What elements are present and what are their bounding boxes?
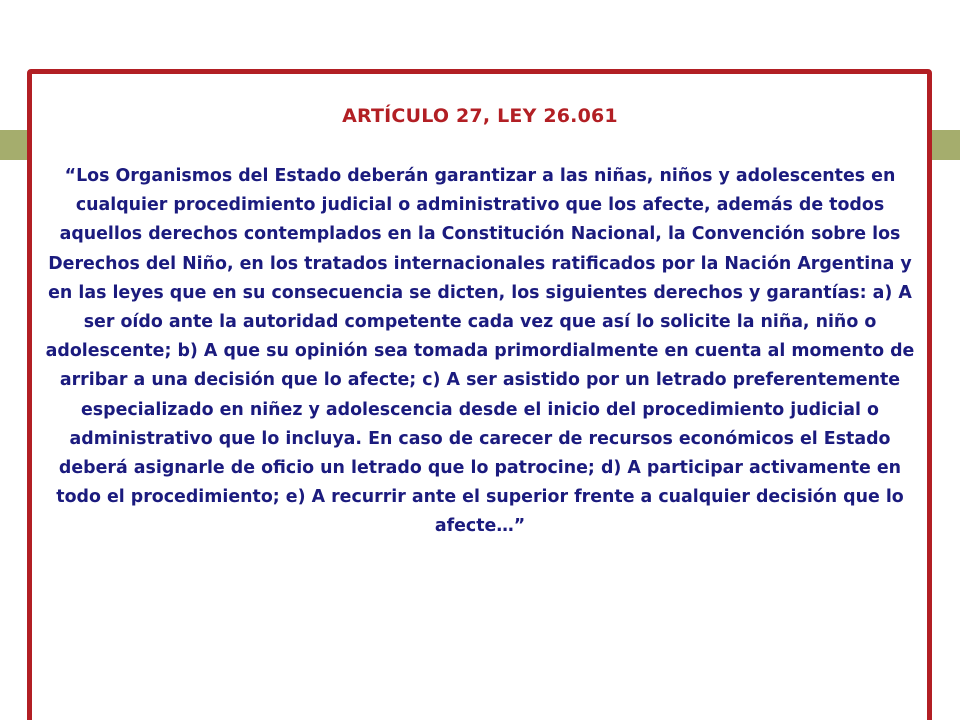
article-quote: “Los Organismos del Estado deberán garantizar a las niñas, niños y adolescentes en cualquier procedimiento judicial o administrativo que los afecte, además de todos aquellos derechos contemplados en la Constitución Nacional, la Convención sobre los Derechos del Niño, en los tratados internacionales ratificados por la Nación Argentina y en las leyes que en su consecuencia se dicten, los siguientes derechos y garantías: a) A ser oído ante la autoridad competente cada vez que así lo solicite la niña, niño o adolescente; b) A que su opinión sea tomada primordialmente en cuenta al momento de arribar a una decisión que lo afecte; c) A ser asistido por un letrado preferentemente especializado en niñez y adolescencia desde el inicio del procedimiento judicial o administrativo que lo incluya. En caso de carecer de recursos económicos el Estado deberá asignarle de oficio un letrado que lo patrocine; d) A participar activamente en todo el procedimiento; e) A recurrir ante el superior frente a cualquier decisión que lo afecte…” [45,166,915,537]
slide-title: ARTÍCULO 27, LEY 26.061 [342,105,618,127]
slide-content [40,100,920,542]
